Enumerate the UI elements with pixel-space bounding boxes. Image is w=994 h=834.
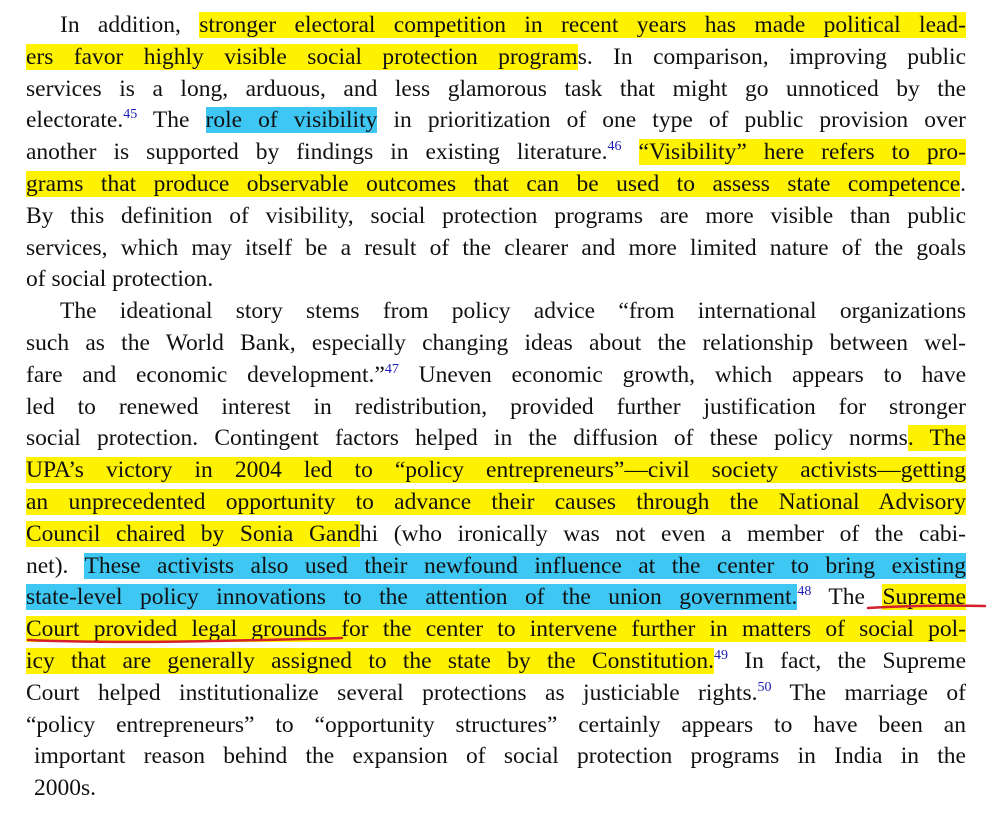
yellow-highlight-span: grams that produce observable outcomes that can be used to assess state competence [26,171,961,197]
text-span: another is supported by findings in existing literature. [26,139,608,166]
yellow-highlight-span: Court provided legal grounds [26,616,328,643]
text-line [60,10,966,41]
footnote-ref[interactable]: 48 [797,584,812,600]
text-line [26,519,966,550]
text-line [26,137,966,168]
text-span [622,139,639,165]
text-span: 2000s. [34,775,97,802]
footnote-ref[interactable]: 50 [757,679,772,695]
text-span: social protection. Contingent factors helped in the diffusion of these policy norms [26,425,908,452]
blue-highlight-span: These activists also used their newfound influence at the center to bring existing [84,552,966,579]
text-line [26,264,966,295]
text-line [26,360,966,391]
text-line [60,296,966,327]
text-span: important reason behind the expansion of social protection programs in India in the [34,743,966,770]
blue-highlight-span: state-level policy innovations to the attention of the union government. [26,584,798,611]
text-span: The marriage of [771,679,966,706]
text-span: hi (who ironically was not even a member of the cabi- [359,520,966,547]
text-line [26,423,966,454]
text-span: . [960,171,966,197]
text-line [26,328,966,359]
yellow-highlight-span: Supreme [882,584,966,611]
text-span: “policy entrepreneurs” to “opportunity structures” certainly appears to have been an [26,711,966,738]
text-span: services is a long, arduous, and less glamorous task that might go unnoticed by the [26,75,966,102]
text-line [26,487,966,518]
footnote-ref[interactable]: 47 [384,361,399,377]
text-line [26,710,966,741]
yellow-highlight-span: stronger electoral competition in recent years has made political lead- [199,12,966,38]
text-line [26,551,966,582]
text-line [26,455,966,486]
yellow-highlight-span: UPA’s victory in 2004 led to “policy entrepreneurs”—civil society activists—getting [26,457,966,484]
yellow-highlight-span: an unprecedented opportunity to advance their causes through the National Advisory [26,489,966,515]
text-line [26,201,966,232]
text-span: In fact, the Supreme [728,648,966,674]
text-line [26,233,966,264]
yellow-highlight-span: . The [907,425,966,452]
text-line [34,773,966,804]
text-line [26,42,966,73]
text-span: The [811,584,883,611]
text-span: fare and economic development.” [26,361,385,388]
text-line [26,74,966,105]
text-span: net). [26,552,85,579]
text-span: in prioritization of one type of public provision over [377,107,966,134]
footnote-ref[interactable]: 45 [123,107,138,123]
text-span: electorate. [26,107,124,134]
text-span: such as the World Bank, especially changing ideas about the relationship between wel- [26,330,966,356]
text-span: By this definition of visibility, social protection programs are more visible than public [26,202,966,229]
text-line [26,614,966,645]
text-span: s. In comparison, improving public [577,43,966,70]
text-line [26,646,966,677]
yellow-highlight-span: ers favor highly visible social protection program [26,43,578,70]
text-span: led to renewed interest in redistribution, provided further justification for stronger [26,393,966,420]
yellow-highlight-span: Council chaired by Sonia Gand [26,520,360,547]
yellow-highlight-span: for the center to intervene further in matters of social pol- [327,616,966,643]
text-span: of social protection. [26,266,214,293]
text-line [26,105,966,136]
footnote-ref[interactable]: 49 [714,648,729,663]
text-line [26,392,966,423]
text-span: In addition, [60,12,200,38]
text-line [34,741,966,772]
text-span: Court helped institutionalize several protections as justiciable rights. [26,679,758,706]
text-line [26,678,966,709]
footnote-ref[interactable]: 46 [607,139,622,155]
text-span: The [137,107,206,134]
yellow-highlight-span: icy that are generally assigned to the state by the Constitution. [26,648,715,674]
yellow-highlight-span: “Visibility” here refers to pro- [638,139,967,166]
blue-highlight-span: role of visibility [205,107,378,134]
text-line [26,582,966,613]
text-span: Uneven economic growth, which appears to have [398,361,967,388]
text-span: services, which may itself be a result of the clearer and more limited nature of the goals [26,234,966,261]
text-span: The ideational story stems from policy advice “from international organizations [60,298,966,325]
text-line [26,169,966,200]
